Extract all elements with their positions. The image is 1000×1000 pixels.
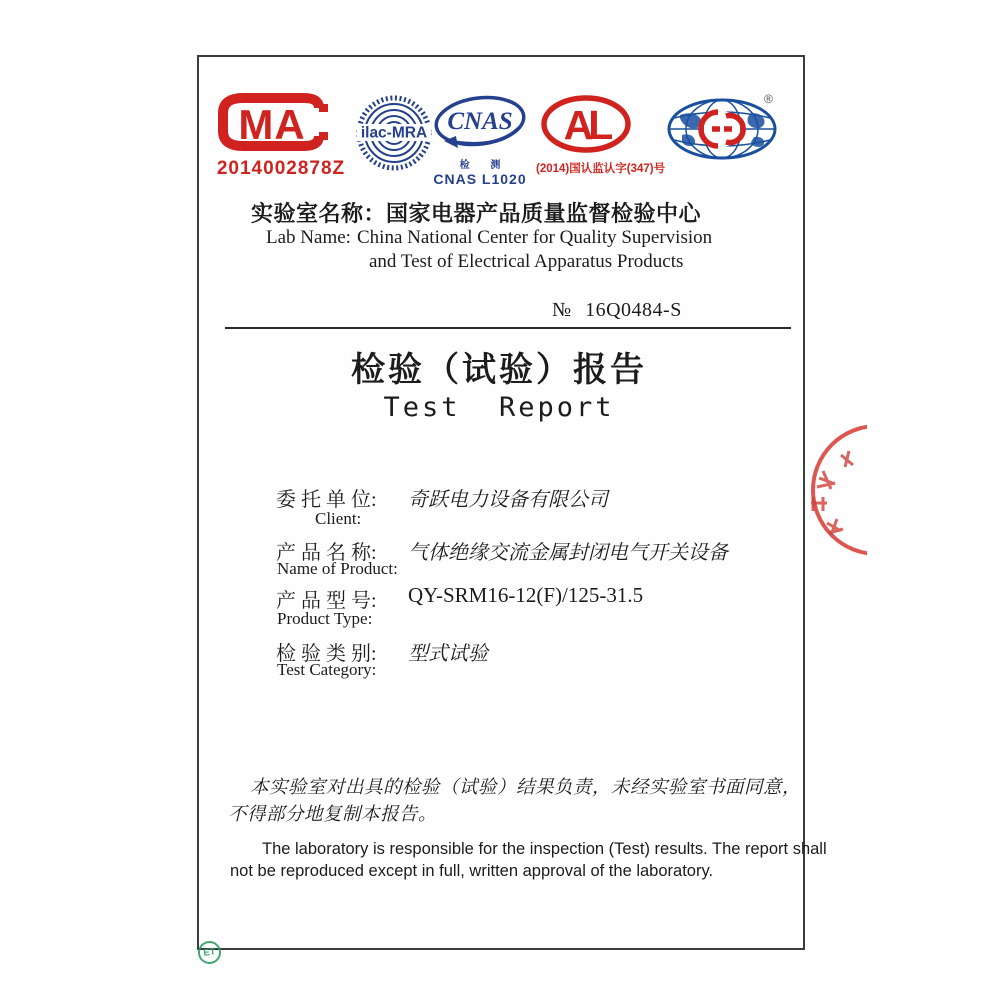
client-label-zh: 委 托 单 位:: [276, 489, 377, 511]
globe-icon: [666, 97, 778, 161]
ilac-mra-label: ilac-MRA: [360, 124, 428, 142]
al-letters: AL: [563, 102, 609, 148]
report-title-zh: 检验（试验）报告: [351, 350, 647, 390]
red-seal-stamp: [789, 423, 867, 561]
ilac-mra-seal-icon: [355, 94, 433, 172]
cma-logo: [215, 92, 347, 180]
report-title-en: Test Report: [383, 392, 615, 423]
product-type-label-zh: 产 品 型 号:: [276, 590, 377, 612]
electrical-globe-logo: [666, 97, 778, 166]
report-number-value: 16Q0484-S: [585, 299, 682, 321]
disclaimer-zh-line1: 本实验室对出具的检验（试验）结果负责，未经实验室书面同意，: [250, 778, 802, 798]
lab-name-en-line2: and Test of Electrical Apparatus Products: [369, 251, 684, 272]
al-caption: (2014)国认监认字(347)号: [536, 163, 666, 175]
cnas-letters: CNAS: [447, 108, 513, 135]
product-type-value: QY-SRM16-12(F)/125-31.5: [408, 583, 644, 607]
disclaimer-en-line2: not be reproduced except in full, written approval of the laboratory.: [230, 862, 714, 880]
disclaimer-en-line1: The laboratory is responsible for the inspection (Test) results. The report shall: [262, 840, 827, 858]
lab-name-zh: 实验室名称：国家电器产品质量监督检验中心: [251, 201, 702, 226]
client-label-en: Client:: [315, 509, 362, 528]
cma-c-shape-icon: [216, 92, 346, 152]
green-stamp-label: ET: [202, 946, 217, 959]
cnas-jian-ce-label: 检 测: [459, 160, 510, 171]
registered-trademark-icon: ®: [764, 92, 773, 106]
lab-name-en-line1: China National Center for Quality Supervision: [357, 227, 713, 248]
cma-certificate-number: 2014002878Z: [216, 158, 346, 179]
al-accreditation-logo: [536, 95, 666, 176]
cnas-lab-number: CNAS L1020: [433, 171, 527, 187]
cma-letters: MA: [238, 101, 306, 148]
product-name-value: 气体绝缘交流金属封闭电气开关设备: [408, 542, 728, 564]
product-type-label-en: Product Type:: [277, 609, 373, 628]
horizontal-rule: [225, 327, 791, 329]
cnas-logo: [430, 95, 530, 187]
cnas-ellipse-icon: [432, 95, 528, 151]
lab-name-en-label: Lab Name:: [266, 227, 351, 248]
red-seal-arc-icon: [789, 423, 867, 561]
report-number-prefix: №: [552, 299, 572, 321]
al-ellipse-icon: [539, 95, 633, 153]
product-name-label-en: Name of Product:: [277, 559, 398, 578]
test-category-value: 型式试验: [408, 643, 488, 665]
test-category-label-en: Test Category:: [277, 660, 377, 679]
product-name-label-zh: 产 品 名 称:: [276, 542, 377, 564]
test-category-label-zh: 检 验 类 别:: [276, 643, 377, 665]
disclaimer-zh-line2: 不得部分地复制本报告。: [228, 805, 438, 825]
client-value: 奇跃电力设备有限公司: [408, 489, 608, 511]
ilac-mra-logo: [355, 94, 433, 177]
report-number: [552, 299, 682, 322]
